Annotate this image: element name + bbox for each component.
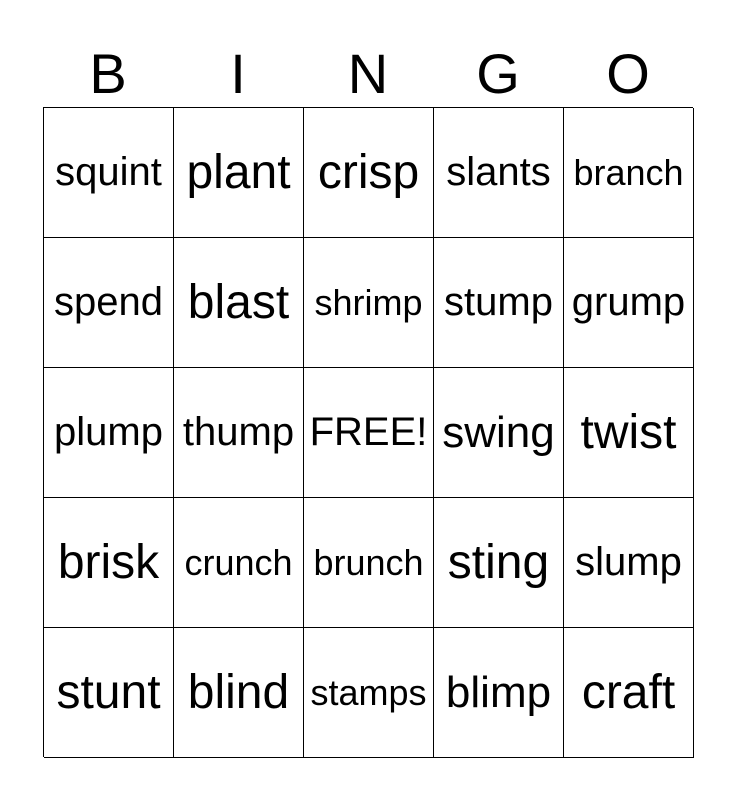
bingo-cell[interactable] — [44, 108, 174, 238]
cell-word: craft — [581, 666, 676, 719]
cell-word: spend — [54, 280, 163, 324]
bingo-cell[interactable] — [564, 498, 694, 628]
bingo-cell[interactable] — [174, 368, 304, 498]
cell-word: slump — [575, 540, 682, 584]
free-label: FREE! — [309, 410, 428, 454]
cell-word: slants — [446, 150, 551, 194]
bingo-cell[interactable] — [174, 108, 304, 238]
header-letter-n: N — [347, 42, 389, 105]
bingo-cell[interactable] — [434, 108, 564, 238]
bingo-cell[interactable] — [174, 628, 304, 758]
bingo-card-grid — [43, 107, 693, 757]
bingo-cell[interactable] — [44, 368, 174, 498]
bingo-cell[interactable] — [304, 108, 434, 238]
bingo-cell[interactable] — [434, 238, 564, 368]
cell-word: stunt — [56, 666, 161, 719]
header-letter-g: G — [476, 42, 520, 105]
cell-word: plant — [186, 146, 291, 199]
cell-word: thump — [182, 410, 295, 454]
bingo-cell[interactable] — [434, 368, 564, 498]
bingo-cell[interactable] — [174, 498, 304, 628]
bingo-cell[interactable] — [564, 238, 694, 368]
cell-word: branch — [573, 151, 684, 193]
cell-word: sting — [447, 536, 550, 589]
cell-word: grump — [571, 280, 686, 324]
header-letter-o: O — [606, 42, 650, 105]
bingo-cell[interactable] — [304, 498, 434, 628]
cell-word: brunch — [313, 541, 424, 583]
bingo-cell[interactable] — [174, 238, 304, 368]
bingo-cell[interactable] — [304, 628, 434, 758]
bingo-cell[interactable] — [434, 628, 564, 758]
cell-word: blast — [187, 276, 290, 329]
free-cell[interactable] — [304, 368, 434, 498]
cell-word: swing — [442, 407, 555, 457]
cell-word: blind — [187, 666, 290, 719]
bingo-cell[interactable] — [564, 108, 694, 238]
cell-word: stump — [444, 280, 553, 324]
cell-word: twist — [580, 406, 677, 459]
bingo-cell[interactable] — [564, 368, 694, 498]
header-letter-b: B — [89, 42, 127, 105]
cell-word: crisp — [317, 146, 420, 199]
cell-word: blimp — [445, 667, 552, 717]
cell-word: brisk — [57, 536, 160, 589]
cell-word: shrimp — [314, 281, 423, 323]
bingo-cell[interactable] — [564, 628, 694, 758]
cell-word: plump — [54, 410, 163, 454]
bingo-cell[interactable] — [44, 238, 174, 368]
bingo-cell[interactable] — [304, 238, 434, 368]
cell-word: squint — [55, 150, 162, 194]
bingo-cell[interactable] — [44, 498, 174, 628]
header-letter-i: I — [230, 42, 246, 105]
bingo-cell[interactable] — [434, 498, 564, 628]
bingo-header — [43, 40, 693, 108]
cell-word: stamps — [310, 671, 427, 713]
bingo-cell[interactable] — [44, 628, 174, 758]
cell-word: crunch — [184, 541, 293, 583]
